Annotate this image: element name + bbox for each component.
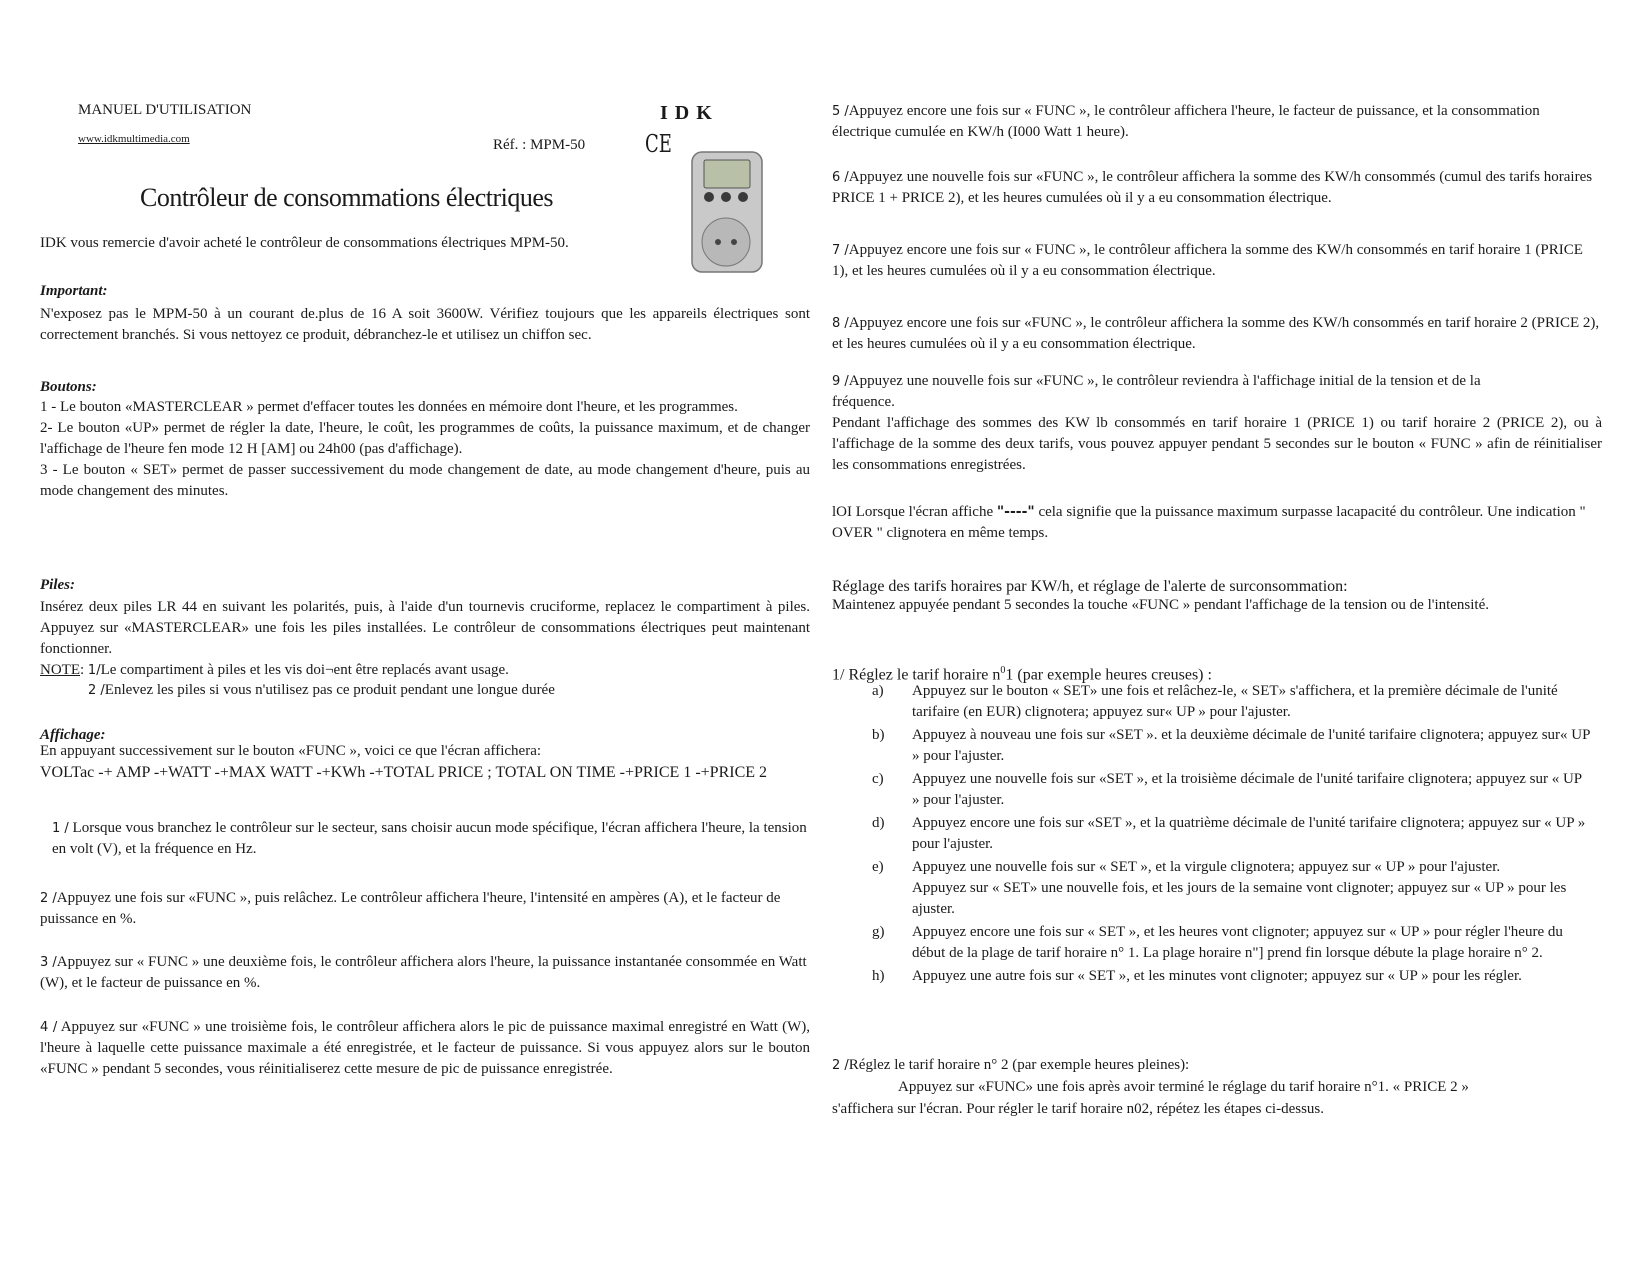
batteries-heading: Piles: <box>40 577 75 593</box>
ce-mark-icon: CE <box>645 130 672 158</box>
manual-label: MANUEL D'UTILISATION <box>78 102 252 118</box>
tariff-1-step-h: h) Appuyez une autre fois sur « SET », et les minutes vont clignoter; appuyez sur « UP » pour les régler. <box>872 968 1522 984</box>
step-4: 4 / Appuyez sur «FUNC » une troisième fois, le contrôleur affichera alors le pic de puissance maximal enregistré en Watt (W), l'heure à laquelle cette puissance maximale a été enregistrée, et le facteur de puissance. Si vous appuyez alors sur le bouton «FUNC » pendant 5 secondes, vous réinitialiserez cette mesure de pic de puissance enregistrée. <box>40 1019 810 1077</box>
display-intro: En appuyant successivement sur le bouton «FUNC », voici ce que l'écran affichera: <box>40 743 542 759</box>
brand-logo: IDK <box>660 102 719 124</box>
device-button-1 <box>704 192 714 202</box>
device-button-3 <box>738 192 748 202</box>
tariff-1-step-g: g) Appuyez encore une fois sur « SET », et les heures vont clignoter; appuyez sur « UP » pour régler l'heure du début de la plage de tarif horaire n° 1. La plage horaire n"] prend fin lorsque débute la plage horaire n° 2. <box>872 924 1563 961</box>
tariff-2-text-1: Appuyez sur «FUNC» une fois après avoir terminé le réglage du tarif horaire n°1. « PRICE 2 » <box>898 1079 1469 1095</box>
buttons-list <box>40 397 810 502</box>
tariffs-heading: Réglage des tarifs horaires par KW/h, et réglage de l'alerte de surconsommation: <box>832 578 1348 595</box>
step-2: 2 /Appuyez une fois sur «FUNC », puis relâchez. Le contrôleur affichera l'heure, l'intensité en ampères (A), et le facteur de puissance en %. <box>40 890 781 927</box>
tariffs-intro: Maintenez appuyée pendant 5 secondes la touche «FUNC » pendant l'affichage de la tension ou de l'intensité. <box>832 597 1490 613</box>
note-line-2: 2 /Enlevez les piles si vous n'utilisez pas ce produit pendant une longue durée <box>88 682 555 698</box>
website-link[interactable]: www.idkmultimedia.com <box>78 133 190 145</box>
tariff-1-step-e: e) Appuyez une nouvelle fois sur « SET », et la virgule clignotera; appuyez sur « UP » pour l'ajuster. <box>872 859 1501 875</box>
device-screen <box>704 160 750 188</box>
tariff-1-step-a: a) Appuyez sur le bouton « SET» une fois et relâchez-le, « SET» s'affichera, et la première décimale de l'unité tarifaire (en EUR) clignotera; appuyez sur« UP » pour l'ajuster. <box>872 683 1558 720</box>
intro-text: IDK vous remercie d'avoir acheté le contrôleur de consommations électriques MPM-50. <box>40 235 569 251</box>
device-button-2 <box>721 192 731 202</box>
note-label: NOTE <box>40 662 80 678</box>
step-6: 6 /Appuyez une nouvelle fois sur «FUNC », le contrôleur affichera la somme des KW/h consommés (cumul des tarifs horaires PRICE 1 + PRICE 2), et les heures cumulées où il y a eu consommation électrique. <box>832 169 1593 206</box>
important-text: N'exposez pas le MPM-50 à un courant de.plus de 16 A soit 3600W. Vérifiez toujours que les appareils électriques sont correctement branchés. Si vous nettoyez ce produit, débranchez-le et utilisez un chiffon sec. <box>40 306 810 343</box>
step-5: 5 /Appuyez encore une fois sur « FUNC », le contrôleur affichera l'heure, le facteur de puissance, et la consommation électrique cumulée en KW/h (I000 Watt 1 heure). <box>832 103 1540 140</box>
step-1: 1 / Lorsque vous branchez le contrôleur sur le secteur, sans choisir aucun mode spécifique, l'écran affichera l'heure, la tension en volt (V), et la fréquence en Hz. <box>52 820 807 857</box>
step-9: 9 /Appuyez une nouvelle fois sur «FUNC », le contrôleur reviendra à l'affichage initial de la tension et de la fréquence. <box>832 373 1481 410</box>
page-title: Contrôleur de consommations électriques <box>140 183 554 212</box>
button-masterclear-text: 1 - Le bouton «MASTERCLEAR » permet d'effacer toutes les données en mémoire dont l'heure, et les programmes. <box>40 399 738 415</box>
tariff-1-step-f: Appuyez sur « SET» une nouvelle fois, et les jours de la semaine vont clignoter; appuyez sur « UP » pour les ajuster. <box>912 880 1567 917</box>
step-8: 8 /Appuyez encore une fois sur «FUNC », le contrôleur affichera la somme des KW/h consommés en tarif horaire 2 (PRICE 2), et les heures cumulées où il y a eu consommation électrique. <box>832 315 1600 352</box>
button-up-text: 2- Le bouton «UP» permet de régler la date, l'heure, le coût, les programmes de coûts, la puissance maximum, et de changer l'affichage de l'heure fen mode 12 H [AM] ou 24h00 (pas d'affichage). <box>40 420 810 457</box>
important-heading: Important: <box>40 283 108 299</box>
display-heading: Affichage: <box>40 727 106 743</box>
over-code: "----" <box>996 504 1035 520</box>
buttons-heading: Boutons: <box>40 379 97 395</box>
display-sequence: VOLTac -+ AMP -+WATT -+MAX WATT -+KWh -+TOTAL PRICE ; TOTAL ON TIME -+PRICE 1 -+PRICE 2 <box>40 764 768 781</box>
step-3: 3 /Appuyez sur « FUNC » une deuxième fois, le contrôleur affichera alors l'heure, la puissance instantanée consommée en Watt (W), et le facteur de puissance en %. <box>40 954 807 991</box>
step-7: 7 /Appuyez encore une fois sur « FUNC », le contrôleur affichera la somme des KW/h consommés en tarif horaire 1 (PRICE 1), et les heures cumulées où il y a eu consommation électrique. <box>832 242 1583 279</box>
tariff-2-text-2: s'affichera sur l'écran. Pour régler le tarif horaire n02, répétez les étapes ci-dessus. <box>832 1101 1324 1117</box>
reference: Réf. : MPM-50 <box>493 137 586 153</box>
button-set-text: 3 - Le bouton « SET» permet de passer successivement du mode changement de date, au mode changement d'heure, puis au mode changement des minutes. <box>40 462 810 499</box>
reset-note: Pendant l'affichage des sommes des KW lb consommés en tarif horaire 1 (PRICE 1) ou tarif horaire 2 (PRICE 2), ou à l'affichage de la somme des deux tarifs, vous pouvez appuyer pendant 5 secondes sur le bouton « FUNC » afin de réinitialiser les consommations enregistrées. <box>832 415 1602 473</box>
product-image <box>688 150 768 276</box>
batteries-text: Insérez deux piles LR 44 en suivant les polarités, puis, à l'aide d'un tournevis cruciforme, replacez le compartiment à piles. Appuyez sur «MASTERCLEAR» une fois les piles installées. Le contrôleur de consommations électriques peut maintenant fonctionner. <box>40 599 810 657</box>
note-line-1: NOTE: 1/Le compartiment à piles et les vis doi¬ent être replacés avant usage. <box>40 662 509 678</box>
tariff-1-step-c: c) Appuyez une nouvelle fois sur «SET », et la troisième décimale de l'unité tarifaire clignotera; appuyez sur « UP » pour l'ajuster. <box>872 771 1582 808</box>
tariff-1-step-b: b) Appuyez à nouveau une fois sur «SET ». et la deuxième décimale de l'unité tarifaire clignotera; appuyez sur« UP » pour l'ajuster. <box>872 727 1590 764</box>
tariff-1-heading: 1/ Réglez le tarif horaire $n^01$ (par exemple heures creuses) : <box>832 665 1212 684</box>
device-socket <box>702 218 750 266</box>
step-10: lOI Lorsque l'écran affiche "----" cela signifie que la puissance maximum surpasse lacapacité du contrôleur. Une indication " OVER " clignotera en même temps. <box>832 504 1586 541</box>
tariff-1-steps <box>872 681 1592 989</box>
tariff-1-step-d: d) Appuyez encore une fois sur «SET », et la quatrième décimale de l'unité tarifaire clignotera; appuyez sur « UP » pour l'ajuster. <box>872 815 1586 852</box>
tariff-2-heading: 2 /Réglez le tarif horaire n° 2 (par exemple heures pleines): <box>832 1057 1190 1073</box>
